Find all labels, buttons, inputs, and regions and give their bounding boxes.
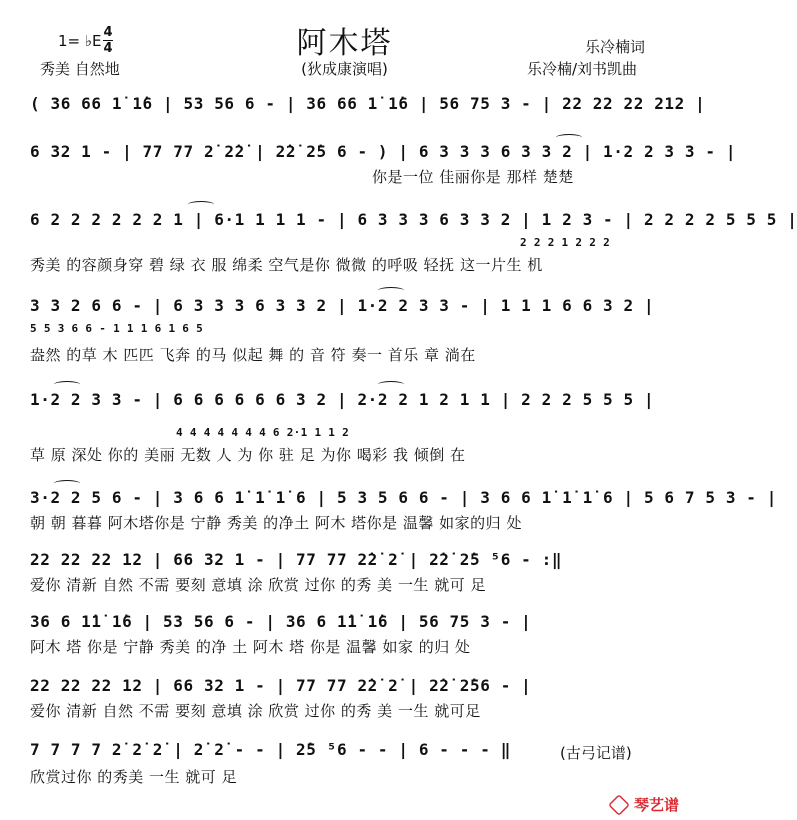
- score-line-8-lyrics: 阿木 塔 你是 宁静 秀美 的净 土 阿木 塔 你是 温馨 如家 的归 处: [30, 638, 471, 656]
- score-line-9-lyrics: 爱你 清新 自然 不需 要刻 意填 涂 欣赏 过你 的秀 美 一生 就可足: [30, 702, 481, 720]
- score-line-6-notes: 3·2 2 5 6 - | 3 6 6 1̇ 1̇ 1̇ 6 | 5 3 5 6 6 - | 3 6 6 1̇ 1̇ 1̇ 6 | 5 6 7 5 3 - |: [30, 488, 777, 507]
- score-line-8-notes: 36 6 1̇1̇ 1̇6 | 53 56 6 - | 36 6 1̇1̇ 1̇6 | 56 75 3 - |: [30, 612, 532, 631]
- key-signature: 1= ♭E: [58, 32, 102, 50]
- score-line-5-lyrics: 草 原 深处 你的 美丽 无数 人 为 你 驻 足 为你 喝彩 我 倾倒 在: [30, 446, 466, 464]
- score-line-10-lyrics: 欣赏过你 的秀美 一生 就可 足: [30, 768, 238, 786]
- performer: (狄成康演唱): [301, 60, 388, 78]
- site-logo: [608, 794, 679, 817]
- score-line-4-lyrics: 盎然 的草 木 匹匹 飞奔 的马 似起 舞 的 音 符 奏一 首乐 章 淌在: [30, 346, 476, 364]
- score-line-3-harmony: 2 2 2 1 2 2 2: [520, 236, 610, 249]
- score-line-7-lyrics: 爱你 清新 自然 不需 要刻 意填 涂 欣赏 过你 的秀 美 一生 就可 足: [30, 576, 486, 594]
- lyricist-credit: 乐冷楠词: [585, 38, 646, 56]
- score-line-4-notes: 3 3 2 6 6 - | 6 3 3 3 6 3 3 2 | 1·2 2 3 3 - | 1 1 1 6 6 3 2 |: [30, 296, 655, 315]
- song-title: 阿木塔: [296, 26, 393, 61]
- score-line-1-notes: ( 36 66 1̇ 1̇6 | 53 56 6 - | 36 66 1̇ 1̇6 | 56 75 3 - | 22 22 22 212 |: [30, 94, 706, 113]
- slur-mark: [378, 287, 404, 294]
- logo-text: 琴艺谱: [633, 795, 679, 814]
- score-line-10-notes: 7 7 7 7 2̇ 2̇ 2̇ | 2̇ 2̇ - - | 2̇5 ⁵6 - - | 6 - - - ‖: [30, 740, 511, 759]
- score-line-6-lyrics: 朝 朝 暮暮 阿木塔你是 宁静 秀美 的净土 阿木 塔你是 温馨 如家的归 处: [30, 514, 522, 532]
- slur-mark: [556, 134, 582, 141]
- time-signature: [103, 26, 113, 55]
- score-line-2-notes: 6 32 1 - | 77 77 2̇ 2̇2̇ | 2̇2̇ 2̇5 6 - ) | 6 3 3 3 6 3 3 2 | 1·2 2 3 3 - |: [30, 142, 737, 161]
- score-line-5-notes: 1·2 2 3 3 - | 6 6 6 6 6 6 3 2 | 2·2 2 1 2 1 1 | 2 2 2 5 5 5 |: [30, 390, 655, 409]
- slur-mark: [54, 480, 80, 487]
- score-line-5-harmony: 4 4 4 4 4 4 4 6 2·1 1 1 2: [176, 426, 350, 439]
- tempo-marking: 秀美 自然地: [40, 60, 120, 78]
- score-line-3-notes: 6 2 2 2 2 2 2 1 | 6·1 1 1 1 - | 6 3 3 3 6 3 3 2 | 1 2 3 - | 2 2 2 2 5 5 5 |: [30, 210, 797, 229]
- score-line-2-lyrics: 你是一位 佳丽你是 那样 楚楚: [372, 168, 574, 186]
- time-signature-bottom: 4: [103, 41, 113, 56]
- slur-mark: [54, 381, 80, 388]
- time-signature-top: 4: [103, 25, 113, 40]
- score-line-3-lyrics: 秀美 的容颜身穿 碧 绿 衣 服 绵柔 空气是你 微微 的呼吸 轻抚 这一片生 机: [30, 256, 543, 274]
- notation-credit: (古弓记谱): [560, 744, 632, 762]
- score-line-4-harmony: 5 5 3 6 6 - 1 1 1 6 1 6 5: [30, 322, 204, 335]
- slur-mark: [188, 201, 214, 208]
- score-line-7-notes: 22 22 22 12 | 66 32 1 - | 77 77 2̇2̇ 2̇ | 2̇2̇ 2̇5 ⁵6 - :‖: [30, 550, 563, 569]
- slur-mark: [378, 381, 404, 388]
- score-line-9-notes: 22 22 22 12 | 66 32 1 - | 77 77 2̇2̇ 2̇ | 2̇2̇ 2̇56 - |: [30, 676, 532, 695]
- logo-icon: [608, 794, 630, 816]
- composer-credit: 乐冷楠/刘书凯曲: [527, 60, 638, 78]
